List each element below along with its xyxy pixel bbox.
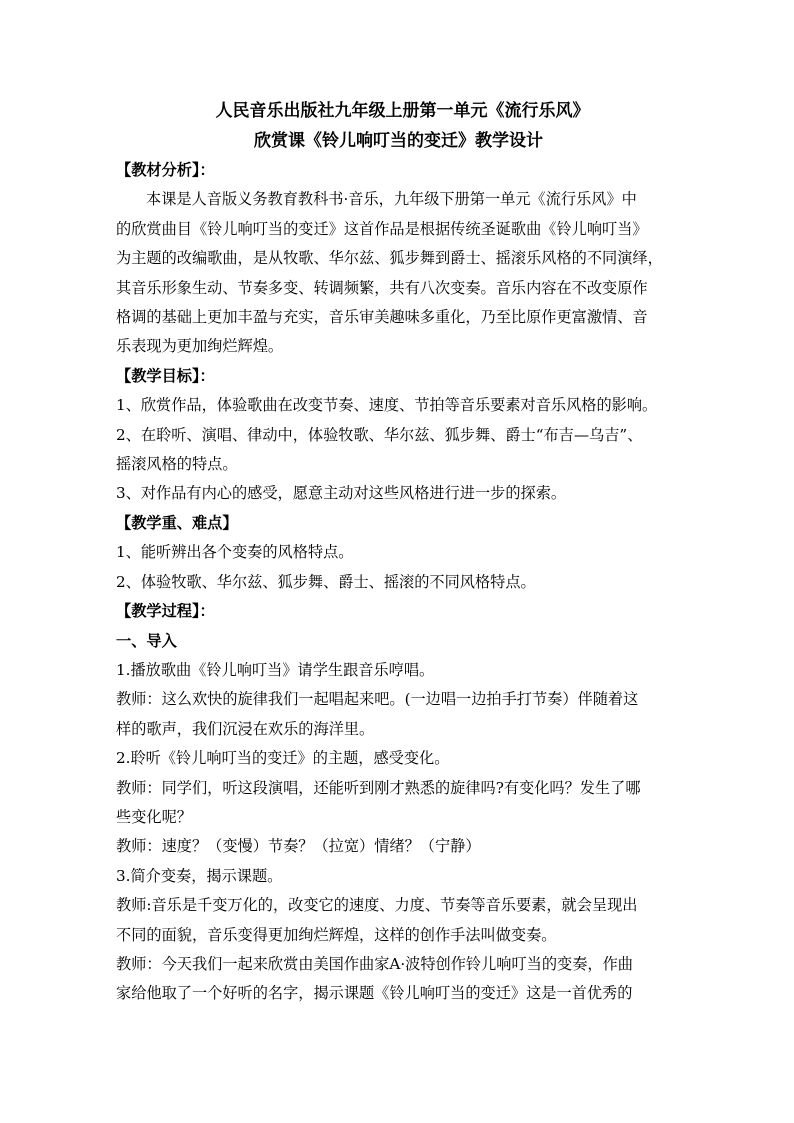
text-line: 教师：速度？（变慢）节奏？（拉宽）情绪？（宁静） bbox=[116, 837, 481, 856]
text-line: 教师：同学们，听这段演唱，还能听到刚才熟悉的旋律吗?有变化吗？发生了哪 bbox=[116, 778, 641, 797]
document-page bbox=[116, 96, 681, 1009]
text-line: 2、体验牧歌、华尔兹、狐步舞、爵士、摇滚的不同风格特点。 bbox=[116, 572, 536, 591]
section-heading: 【教学重、难点】 bbox=[116, 513, 238, 532]
text-line: 不同的面貌，音乐变得更加绚烂辉煌，这样的创作手法叫做变奏。 bbox=[116, 925, 557, 944]
text-line: 2.聆听《铃儿响叮当的变迁》的主题，感受变化。 bbox=[116, 749, 450, 768]
section-heading: 【教材分析】： bbox=[116, 161, 215, 179]
text-line: 教师：这么欢快的旋律我们一起唱起来吧。(一边唱一边拍手打节奏）伴随着这 bbox=[116, 690, 639, 709]
section-heading: 【教学目标】： bbox=[116, 366, 215, 385]
text-line: 本课是人音版义务教育教科书·音乐，九年级下册第一单元《流行乐风》中 bbox=[146, 190, 637, 209]
section-heading: 【教学过程】： bbox=[116, 602, 215, 621]
text-line: 教师：今天我们一起来欣赏由美国作曲家A·波特创作铃儿响叮当的变奏，作曲 bbox=[116, 954, 633, 973]
text-line: 乐表现为更加绚烂辉煌。 bbox=[116, 337, 284, 356]
text-line: 家给他取了一个好听的名字，揭示课题《铃儿响叮当的变迁》这是一首优秀的 bbox=[116, 984, 633, 1003]
text-line: 为主题的改编歌曲，是从牧歌、华尔兹、狐步舞到爵士、摇滚乐风格的不同演绎， bbox=[116, 249, 663, 268]
text-line: 1.播放歌曲《铃儿响叮当》请学生跟音乐哼唱。 bbox=[116, 660, 435, 679]
text-line: 其音乐形象生动、节奏多变、转调频繁，共有八次变奏。音乐内容在不改变原作 bbox=[116, 278, 648, 297]
document-title: 人民音乐出版社九年级上册第一单元《流行乐风》 bbox=[215, 101, 590, 121]
section-heading: 一、导入 bbox=[116, 631, 177, 650]
text-line: 摇滚风格的特点。 bbox=[116, 455, 238, 474]
document-body bbox=[116, 156, 681, 1009]
text-line: 格调的基础上更加丰盈与充实，音乐审美趣味多重化，乃至比原作更富激情、音 bbox=[116, 308, 648, 327]
text-line: 些变化呢？ bbox=[116, 807, 192, 826]
text-line: 1、欣赏作品，体验歌曲在改变节奏、速度、节拍等音乐要素对音乐风格的影响。 bbox=[116, 396, 658, 415]
text-line: 的欣赏曲目《铃儿响叮当的变迁》这首作品是根据传统圣诞歌曲《铃儿响叮当》 bbox=[116, 219, 648, 238]
text-line: 1、能听辨出各个变奏的风格特点。 bbox=[116, 543, 354, 562]
text-line: 3、对作品有内心的感受，愿意主动对这些风格进行进一步的探索。 bbox=[116, 484, 567, 503]
text-line: 3.简介变奏，揭示课题。 bbox=[116, 866, 283, 885]
text-line: 2、在聆听、演唱、律动中，体验牧歌、华尔兹、狐步舞、爵士“布吉—乌吉”、 bbox=[116, 425, 643, 444]
text-line: 样的歌声，我们沉浸在欢乐的海洋里。 bbox=[116, 719, 375, 738]
document-subtitle: 欣赏课《铃儿响叮当的变迁》教学设计 bbox=[254, 131, 543, 151]
text-line: 教师:音乐是千变万化的，改变它的速度、力度、节奏等音乐要素，就会呈现出 bbox=[116, 896, 638, 915]
